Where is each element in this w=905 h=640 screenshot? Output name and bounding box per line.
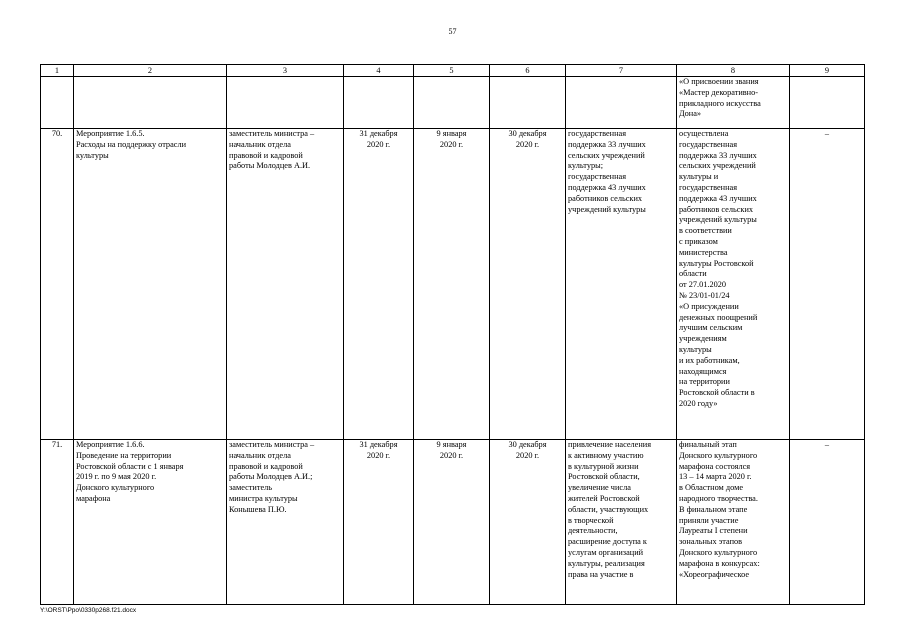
column-number: 5	[414, 65, 490, 77]
responsible-person-line: заместитель	[229, 483, 273, 493]
end-date-line: 30 декабря	[508, 440, 547, 449]
actual-result-line: № 23/01-01/24	[679, 290, 730, 300]
actual-result-line: денежных поощрений	[679, 312, 758, 322]
planned-date-line: 2020 г.	[366, 139, 391, 149]
actual-result-line: с приказом	[679, 236, 718, 246]
start-date-line: 9 января	[436, 440, 467, 449]
event-name-line: 2019 г. по 9 мая 2020 г.	[76, 472, 157, 482]
expected-result-line: деятельности,	[568, 526, 618, 536]
actual-result-line: поддержка 33 лучших	[679, 150, 757, 160]
column-number: 4	[344, 65, 414, 77]
responsible-person-line: правовой и кадровой	[229, 150, 303, 160]
actual-result-line: Донского культурного	[679, 547, 758, 557]
column-number-row	[41, 65, 865, 77]
actual-result-line: марафона в конкурсах:	[679, 558, 760, 568]
actual-result-line: осуществлена	[679, 129, 729, 138]
event-name-line: Ростовской области с 1 января	[76, 461, 184, 471]
actual-result-line: «О присвоении звания	[679, 77, 759, 86]
actual-result-line: приняли участие	[679, 515, 739, 525]
actual-result-line: в соответствии	[679, 226, 732, 236]
responsible-person-line: начальник отдела	[229, 450, 291, 460]
event-name-line: Мероприятие 1.6.5.	[76, 129, 145, 138]
expected-result-line: права на участие в	[568, 569, 634, 579]
start-date-cell	[414, 440, 490, 605]
actual-result-line: культуры Ростовской	[679, 258, 754, 268]
actual-result-line: прикладного искусства	[679, 98, 761, 108]
actual-result-line: государственная	[679, 139, 738, 149]
responsible-person-line: начальник отдела	[229, 139, 291, 149]
note: –	[824, 440, 830, 449]
expected-result-line: жителей Ростовской	[568, 493, 640, 503]
actual-result-line: Донского культурного	[679, 450, 758, 460]
responsible-person-line: Конышева П.Ю.	[229, 504, 287, 514]
event-name-cell	[74, 77, 227, 129]
actual-result-cell	[677, 129, 790, 440]
event-name-cell	[74, 440, 227, 605]
expected-result-line: сельских учреждений	[568, 150, 645, 160]
row-number-cell	[41, 77, 74, 129]
actual-result-line: финальный этап	[679, 440, 737, 449]
actual-result-line: В финальном этапе	[679, 504, 748, 514]
expected-result-line: работников сельских	[568, 193, 643, 203]
actual-result-line: 2020 году»	[679, 398, 718, 408]
actual-result-line: работников сельских	[679, 204, 754, 214]
expected-result-line: привлечение населения	[568, 440, 652, 449]
end-date-cell	[490, 77, 566, 129]
start-date-cell	[414, 129, 490, 440]
expected-result-line: расширение доступа к	[568, 537, 647, 547]
actual-result-line: «Хореографическое	[679, 569, 750, 579]
start-date-line: 9 января	[436, 129, 467, 138]
actual-result-line: в Областном доме	[679, 483, 744, 493]
expected-result-line: государственная	[568, 172, 627, 182]
row-number: 70.	[51, 129, 63, 138]
actual-result-line: учреждений культуры	[679, 215, 757, 225]
responsible-person-line: правовой и кадровой	[229, 461, 303, 471]
event-name-line: Мероприятие 1.6.6.	[76, 440, 145, 449]
actual-result-line: Дона»	[679, 109, 702, 119]
table-row	[41, 440, 865, 605]
column-number: 8	[677, 65, 790, 77]
planned-date-line: 31 декабря	[359, 440, 398, 449]
planned-date-cell	[344, 129, 414, 440]
column-number: 9	[790, 65, 865, 77]
planned-date-line: 2020 г.	[366, 450, 391, 460]
row-number-cell	[41, 129, 74, 440]
responsible-person-line: заместитель министра –	[229, 129, 315, 138]
event-name-line: Донского культурного	[76, 483, 155, 493]
responsible-person-line: работы Молодцев А.И.;	[229, 472, 313, 482]
actual-result-line: народного творчества.	[679, 493, 758, 503]
responsible-person-line: работы Молодцев А.И.	[229, 161, 311, 171]
actual-result-cell	[677, 440, 790, 605]
expected-result-line: поддержка 43 лучших	[568, 182, 646, 192]
table-row	[41, 129, 865, 440]
actual-result-line: учреждениям	[679, 334, 727, 344]
actual-result-line: «Мастер декоративно-	[679, 87, 759, 97]
file-path-footer: Y:\ORST\Ppo\0330p268.f21.docx	[40, 607, 137, 614]
column-number: 2	[74, 65, 227, 77]
expected-result-line: в культурной жизни	[568, 461, 639, 471]
note-cell	[790, 77, 865, 129]
expected-result-cell	[566, 440, 677, 605]
page-number: 57	[448, 27, 457, 36]
actual-result-line: министерства	[679, 247, 728, 257]
start-date-cell	[414, 77, 490, 129]
column-number: 7	[566, 65, 677, 77]
responsible-person-line: заместитель министра –	[229, 440, 315, 449]
actual-result-line: «О присуждении	[679, 301, 739, 311]
expected-result-line: услугам организаций	[568, 547, 644, 557]
expected-result-line: культуры;	[568, 161, 603, 171]
end-date-line: 30 декабря	[508, 129, 547, 138]
end-date-line: 2020 г.	[515, 450, 540, 460]
actual-result-line: области	[679, 269, 707, 279]
actual-result-line: культуры и	[679, 172, 719, 182]
actual-result-line: находящимся	[679, 366, 727, 376]
column-number: 3	[227, 65, 344, 77]
start-date-line: 2020 г.	[439, 450, 464, 460]
expected-result-line: культуры, реализация	[568, 558, 645, 568]
row-number: 71.	[51, 440, 63, 449]
event-name-cell	[74, 129, 227, 440]
expected-result-line: государственная	[568, 129, 627, 138]
responsible-person-cell	[227, 77, 344, 129]
actual-result-line: культуры	[679, 344, 712, 354]
actual-result-cell	[677, 77, 790, 129]
responsible-person-line: министра культуры	[229, 493, 298, 503]
event-name-line: Расходы на поддержку отрасли	[76, 139, 187, 149]
actual-result-line: марафона состоялся	[679, 461, 751, 471]
column-number: 1	[41, 65, 74, 77]
responsible-person-cell	[227, 440, 344, 605]
note-cell	[790, 440, 865, 605]
row-number-cell	[41, 440, 74, 605]
event-name-line: марафона	[76, 493, 111, 503]
planned-date-line: 31 декабря	[359, 129, 398, 138]
actual-result-line: от 27.01.2020	[679, 280, 727, 290]
expected-result-line: к активному участию	[568, 450, 644, 460]
expected-result-cell	[566, 77, 677, 129]
actual-result-line: зональных этапов	[679, 537, 743, 547]
expected-result-line: увеличение числа	[568, 483, 631, 493]
expected-result-line: учреждений культуры	[568, 204, 646, 214]
planned-date-cell	[344, 77, 414, 129]
note: –	[824, 129, 830, 138]
actual-result-line: на территории	[679, 377, 730, 387]
event-name-line: Проведение на территории	[76, 450, 172, 460]
actual-result-line: Лауреаты I степени	[679, 526, 748, 536]
end-date-cell	[490, 440, 566, 605]
expected-result-line: области, участвующих	[568, 504, 649, 514]
actual-result-line: государственная	[679, 182, 738, 192]
actual-result-line: Ростовской области в	[679, 388, 755, 398]
table-row	[41, 77, 865, 129]
expected-result-line: Ростовской области,	[568, 472, 640, 482]
actual-result-line: поддержка 43 лучших	[679, 193, 757, 203]
end-date-line: 2020 г.	[515, 139, 540, 149]
actual-result-line: 13 – 14 марта 2020 г.	[679, 472, 752, 482]
column-number: 6	[490, 65, 566, 77]
responsible-person-cell	[227, 129, 344, 440]
expected-result-cell	[566, 129, 677, 440]
actual-result-line: лучшим сельским	[679, 323, 743, 333]
expected-result-line: поддержка 33 лучших	[568, 139, 646, 149]
note-cell	[790, 129, 865, 440]
event-name-line: культуры	[76, 150, 109, 160]
planned-date-cell	[344, 440, 414, 605]
actual-result-line: и их работникам,	[679, 355, 740, 365]
end-date-cell	[490, 129, 566, 440]
report-table	[40, 64, 865, 605]
actual-result-line: сельских учреждений	[679, 161, 756, 171]
expected-result-line: в творческой	[568, 515, 614, 525]
start-date-line: 2020 г.	[439, 139, 464, 149]
